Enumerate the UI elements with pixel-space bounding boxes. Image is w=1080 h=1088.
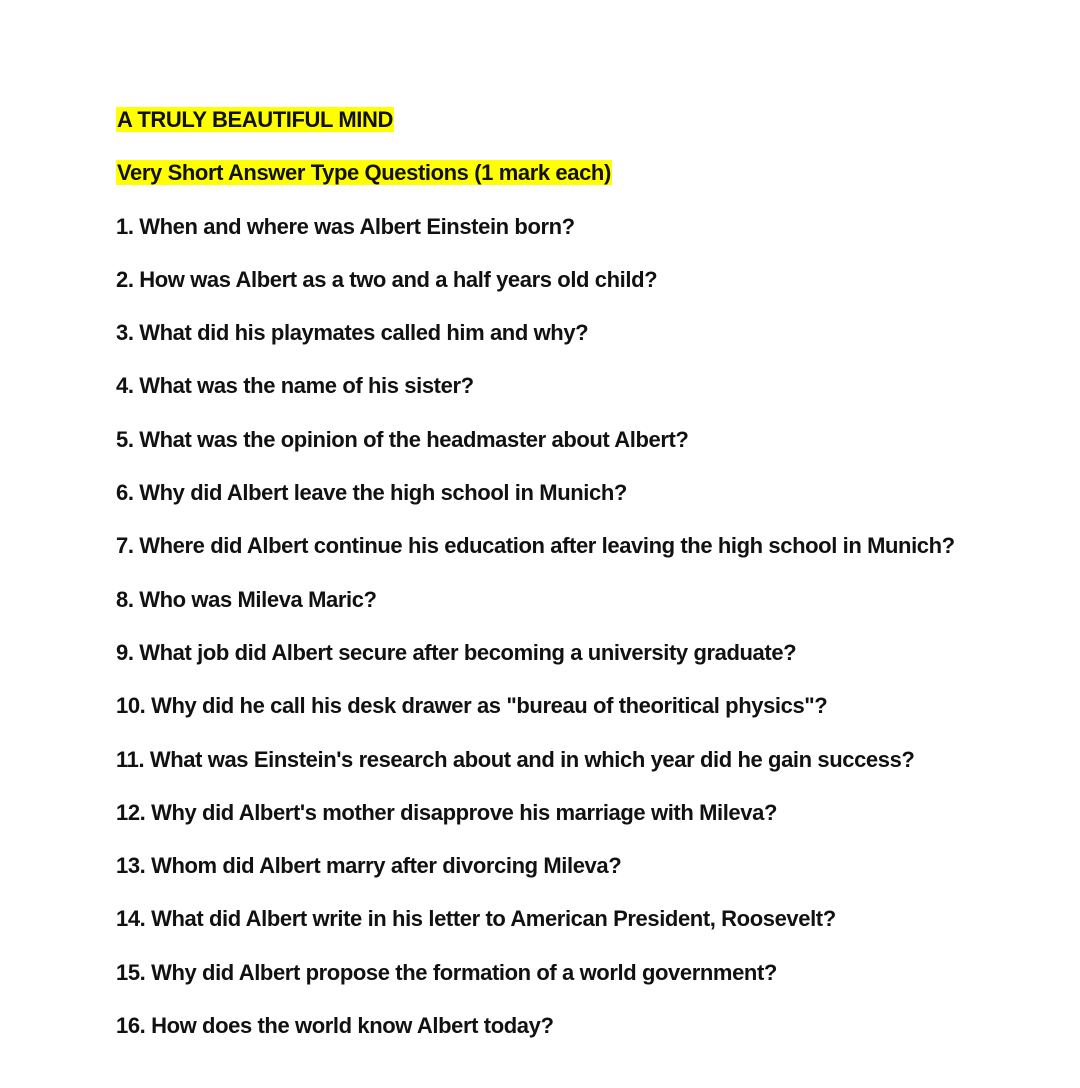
document-title: A TRULY BEAUTIFUL MIND — [117, 107, 393, 132]
question-10: 10. Why did he call his desk drawer as "bureau of theoritical physics"? — [116, 693, 828, 719]
question-5: 5. What was the opinion of the headmaster about Albert? — [116, 426, 689, 452]
question-13: 13. Whom did Albert marry after divorcing Mileva? — [116, 853, 622, 879]
question-12: 12. Why did Albert's mother disapprove his marriage with Mileva? — [116, 799, 777, 825]
question-8: 8. Who was Mileva Maric? — [116, 586, 377, 612]
document-page — [116, 103, 1036, 1062]
question-15: 15. Why did Albert propose the formation of a world government? — [116, 959, 777, 985]
question-11: 11. What was Einstein's research about and in which year did he gain success? — [116, 746, 915, 772]
question-4: 4. What was the name of his sister? — [116, 373, 474, 399]
question-6: 6. Why did Albert leave the high school in Munich? — [116, 480, 627, 506]
question-2: 2. How was Albert as a two and a half years old child? — [116, 266, 658, 292]
question-3: 3. What did his playmates called him and why? — [116, 320, 589, 346]
question-7: 7. Where did Albert continue his education after leaving the high school in Munich? — [116, 533, 955, 559]
question-1: 1. When and where was Albert Einstein born? — [116, 213, 575, 239]
question-16: 16. How does the world know Albert today? — [116, 1013, 554, 1039]
question-9: 9. What job did Albert secure after becoming a university graduate? — [116, 639, 797, 665]
question-14: 14. What did Albert write in his letter to American President, Roosevelt? — [116, 906, 836, 932]
section-heading: Very Short Answer Type Questions (1 mark each) — [117, 160, 611, 186]
title-line — [116, 103, 1036, 156]
section-heading-line — [116, 156, 1036, 209]
